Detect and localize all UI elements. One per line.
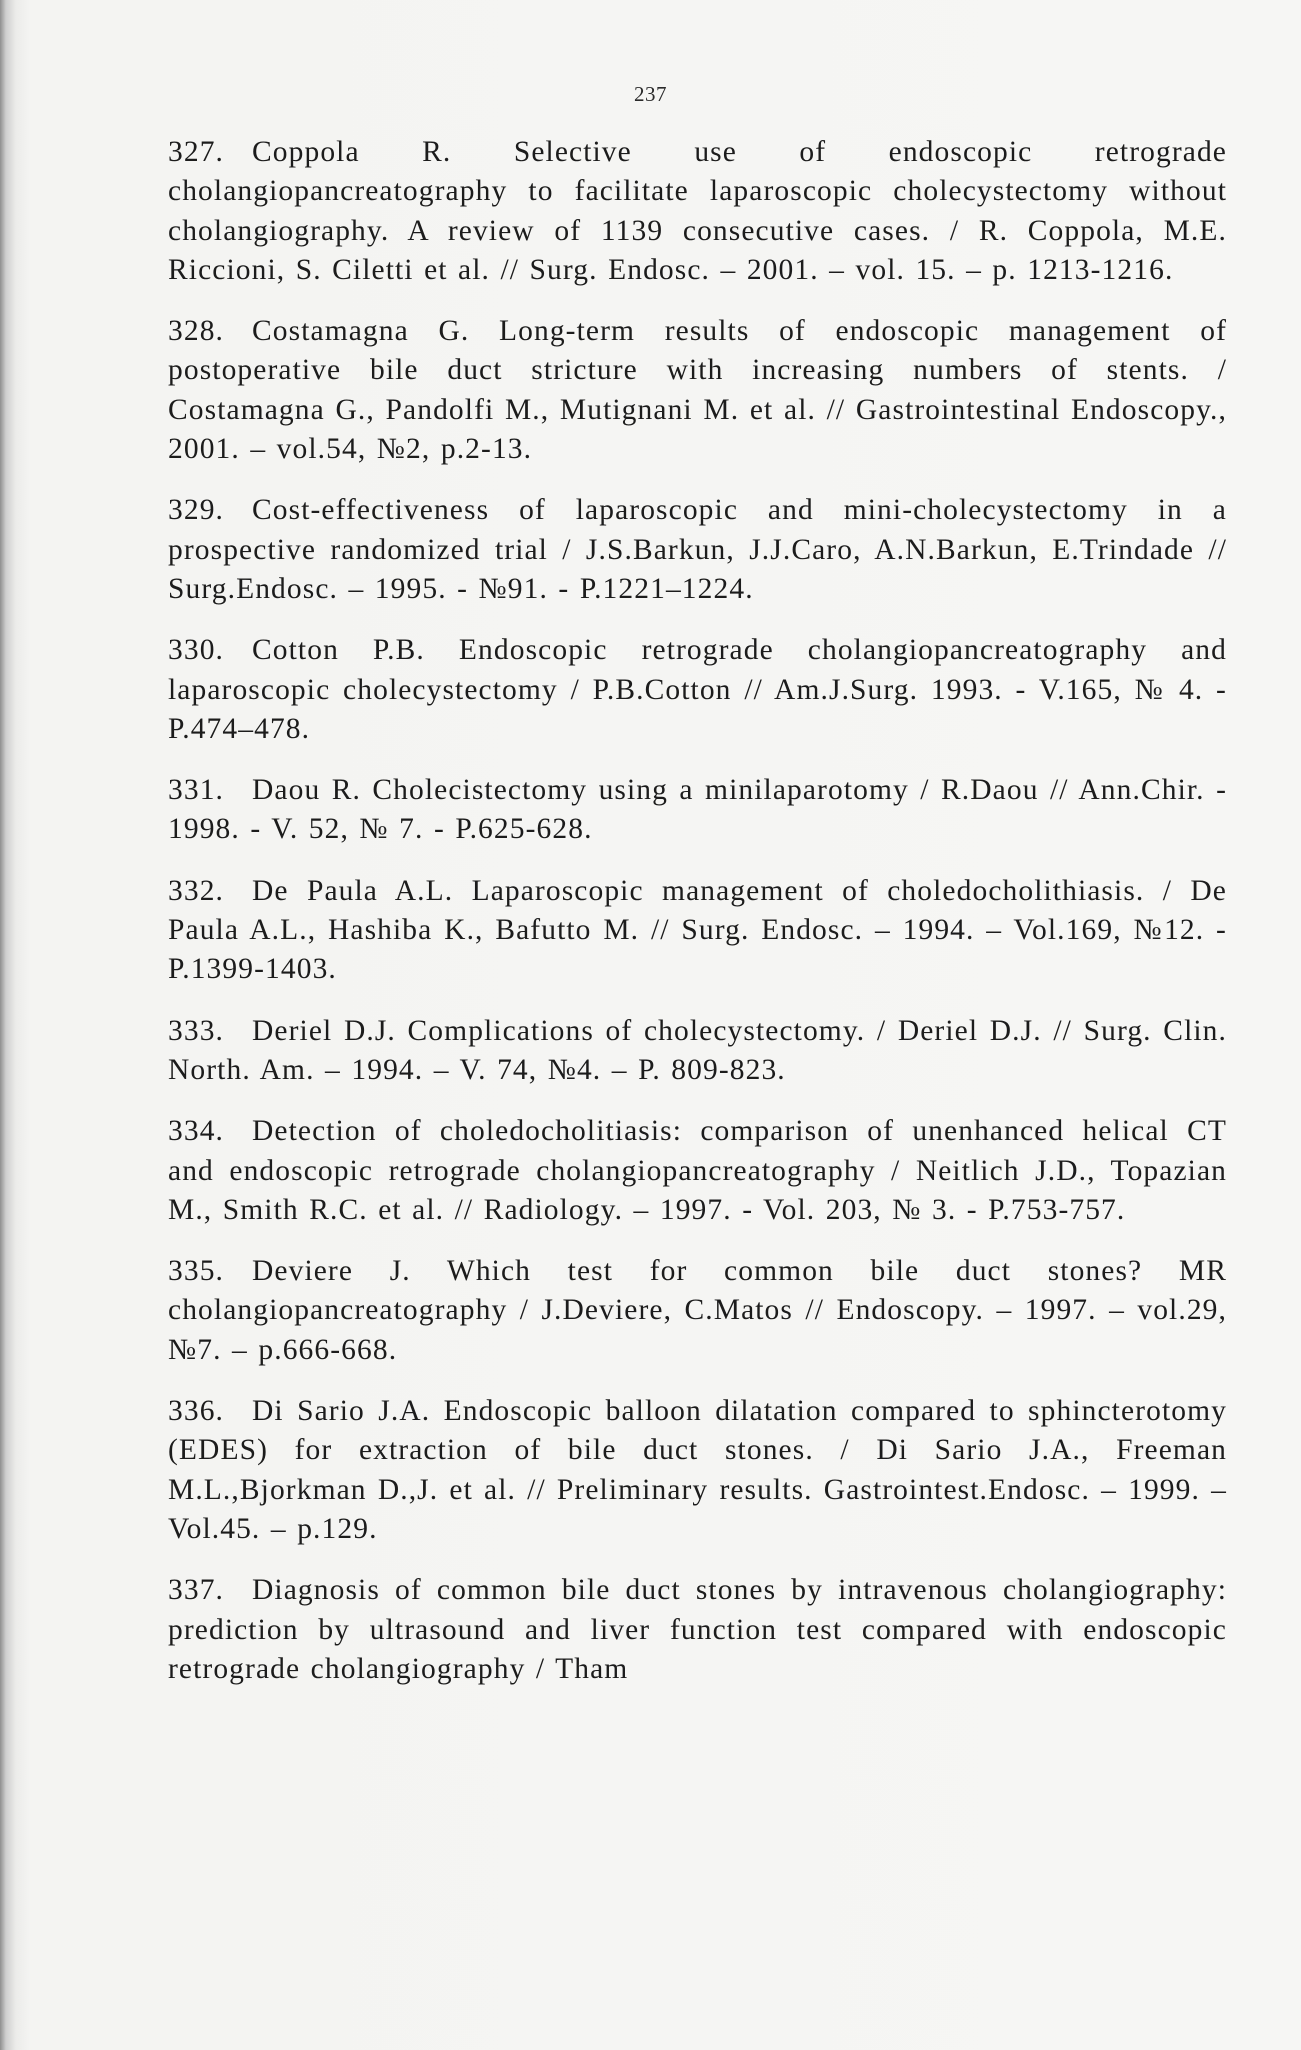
reference-number: 337.	[168, 1574, 225, 1607]
reference-text: De Paula A.L. Laparoscopic management of choledocholithiasis. / De Paula A.L., Hashiba K., Bafutto M. // Surg. Endosc. – 1994. – Vol.169, №12. - P.1399-1403.	[168, 874, 1227, 986]
reference-item	[168, 133, 1227, 290]
reference-number: 336.	[168, 1395, 225, 1428]
reference-number: 334.	[168, 1115, 225, 1148]
reference-text: Detection of choledocholitiasis: comparison of unenhanced helical CT and endoscopic retrograde cholangiopancreatography / Neitlich J.D., Topazian M., Smith R.C. et al. // Radiology. – 1997. - Vol. 203, № 3. - P.753-757.	[168, 1115, 1227, 1226]
reference-number: 331.	[168, 774, 225, 807]
reference-list	[168, 133, 1227, 1689]
page-number: 237	[634, 82, 667, 106]
reference-number: 328.	[168, 315, 225, 348]
reference-item	[168, 872, 1227, 990]
reference-text: Cost-effectiveness of laparoscopic and mini-cholecystectomy in a prospective randomized trial / J.S.Barkun, J.J.Caro, A.N.Barkun, E.Trindade // Surg.Endosc. – 1995. - №91. - P.1221–1224.	[168, 494, 1227, 605]
reference-text: Deviere J. Which test for common bile duct stones? MR cholangiopancreatography / J.Deviere, C.Matos // Endoscopy. – 1997. – vol.29, №7. – p.666-668.	[168, 1255, 1227, 1366]
reference-item	[168, 1112, 1227, 1230]
reference-item	[168, 312, 1227, 469]
reference-text: Costamagna G. Long-term results of endoscopic management of postoperative bile duct stricture with increasing numbers of stents. / Costamagna G., Pandolfi M., Mutignani M. et al. // Gastrointestinal Endoscopy., 2001. – vol.54, №2, p.2-13.	[168, 315, 1227, 466]
reference-number: 332.	[168, 874, 225, 907]
reference-text: Daou R. Cholecistectomy using a minilaparotomy / R.Daou // Ann.Chir. - 1998. - V. 52, № 7. - P.625-628.	[168, 774, 1227, 846]
reference-number: 330.	[168, 634, 225, 667]
reference-item	[168, 491, 1227, 609]
reference-item	[168, 1392, 1227, 1549]
reference-item	[168, 1252, 1227, 1370]
reference-number: 329.	[168, 494, 225, 527]
reference-text: Diagnosis of common bile duct stones by intravenous cholangiography: prediction by ultrasound and liver function test compared with endoscopic retrograde cholangiography / Tham	[168, 1574, 1227, 1685]
reference-text: Di Sario J.A. Endoscopic balloon dilatation compared to sphincterotomy (EDES) for extraction of bile duct stones. / Di Sario J.A., Freeman M.L.,Bjorkman D.,J. et al. // Preliminary results. Gastrointest.Endosc. – 1999. – Vol.45. – p.129.	[168, 1395, 1227, 1545]
reference-text: Deriel D.J. Complications of cholecystectomy. / Deriel D.J. // Surg. Clin. North. Am. – 1994. – V. 74, №4. – P. 809-823.	[168, 1014, 1227, 1086]
reference-text: Cotton P.B. Endoscopic retrograde cholangiopancreatography and laparoscopic cholecystectomy / P.B.Cotton // Am.J.Surg. 1993. - V.165, № 4. - P.474–478.	[168, 634, 1227, 745]
reference-number: 335.	[168, 1255, 225, 1288]
reference-item	[168, 631, 1227, 749]
reference-item	[168, 1012, 1227, 1091]
reference-number: 327.	[168, 136, 225, 168]
reference-text: Coppola R. Selective use of endoscopic retrograde cholangiopancreatography to facilitate laparoscopic cholecystectomy without cholangiography. A review of 1139 consecutive cases. / R. Coppola, M.E. Riccioni, S. Ciletti et al. // Surg. Endosc. – 2001. – vol. 15. – p. 1213-1216.	[168, 136, 1227, 286]
reference-item	[168, 1571, 1227, 1689]
reference-number: 333.	[168, 1014, 225, 1047]
reference-item	[168, 771, 1227, 850]
